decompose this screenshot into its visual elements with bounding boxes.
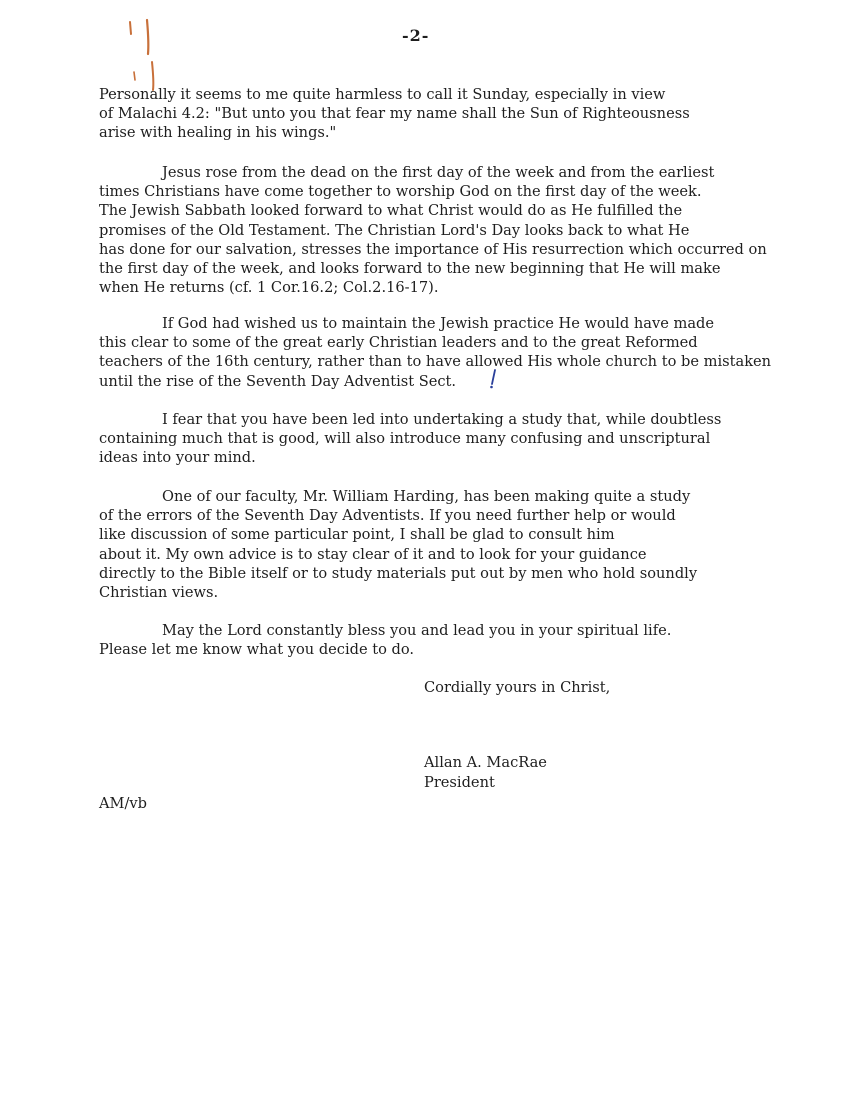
text-line: Personally it seems to me quite harmless to call it Sunday, especially in view xyxy=(99,86,666,103)
text-line: times Christians have come together to worship God on the first day of the week. xyxy=(99,183,702,201)
text-line: Please let me know what you decide to do. xyxy=(99,641,415,659)
pen-stroke xyxy=(130,22,131,34)
text-line: the first day of the week, and looks forward to the new beginning that He will make xyxy=(99,260,721,278)
paragraph-5 xyxy=(99,487,858,602)
text-line: I fear that you have been led into undertaking a study that, while doubtless xyxy=(162,411,722,428)
pen-stroke xyxy=(134,72,135,80)
paragraph-3 xyxy=(99,314,858,391)
paragraph-1 xyxy=(99,85,858,143)
margin-pen-mark xyxy=(122,14,170,96)
text-line: of Malachi 4.2: "But unto you that fear my name shall the Sun of Righteousness xyxy=(99,105,690,123)
text-line: has done for our salvation, stresses the importance of His resurrection which occurred on xyxy=(99,240,767,258)
text-line: arise with healing in his wings." xyxy=(99,124,337,142)
signer-title: President xyxy=(424,774,495,791)
pen-stroke xyxy=(147,20,148,54)
text-line: this clear to some of the great early Christian leaders and to the great Reformed xyxy=(99,334,698,352)
text-line: promises of the Old Testament. The Christian Lord's Day looks back to what He xyxy=(99,221,690,239)
text-line: May the Lord constantly bless you and lead you in your spiritual life. xyxy=(162,622,672,639)
text-line: Christian views. xyxy=(99,584,219,602)
signature-block xyxy=(424,753,547,793)
text-line: ideas into your mind. xyxy=(99,449,256,467)
paragraph-6 xyxy=(99,621,858,659)
text-line: when He returns (cf. 1 Cor.16.2; Col.2.16-17). xyxy=(99,279,439,297)
text-line: If God had wished us to maintain the Jewish practice He would have made xyxy=(162,315,715,332)
page-number: -2- xyxy=(402,26,430,45)
text-line: directly to the Bible itself or to study materials put out by men who hold soundly xyxy=(99,564,698,582)
text-line: Jesus rose from the dead on the first day of the week and from the earliest xyxy=(162,164,715,181)
closing: Cordially yours in Christ, xyxy=(424,679,611,696)
text-line: like discussion of some particular point, I shall be glad to consult him xyxy=(99,526,615,544)
paragraph-2 xyxy=(99,163,858,297)
signer-name: Allan A. MacRae xyxy=(424,754,547,771)
text-line: until the rise of the Seventh Day Adventist Sect. xyxy=(99,372,457,390)
typist-initials: AM/vb xyxy=(99,795,147,812)
text-line: The Jewish Sabbath looked forward to what Christ would do as He fulfilled the xyxy=(99,202,683,220)
text-line: containing much that is good, will also introduce many confusing and unscriptural xyxy=(99,430,711,448)
text-line: One of our faculty, Mr. William Harding, has been making quite a study xyxy=(162,488,691,505)
text-line: about it. My own advice is to stay clear of it and to look for your guidance xyxy=(99,545,647,563)
paragraph-4 xyxy=(99,410,858,468)
text-line: of the errors of the Seventh Day Adventists. If you need further help or would xyxy=(99,507,676,525)
text-line: teachers of the 16th century, rather than to have allowed His whole church to be mistaken xyxy=(99,353,772,371)
